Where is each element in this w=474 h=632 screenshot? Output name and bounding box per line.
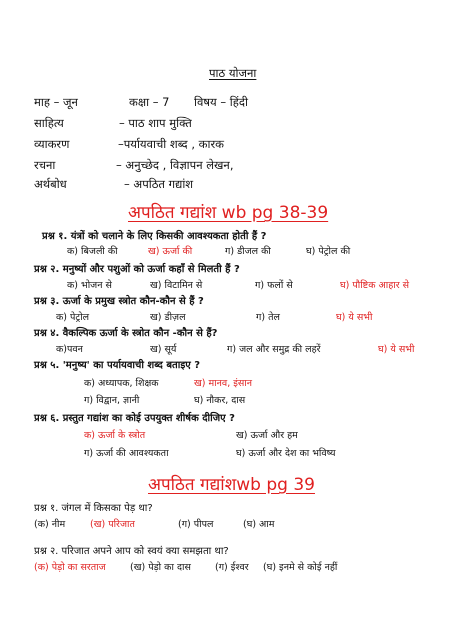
section2-heading: अपठित गद्यांशwb pg 39 — [148, 475, 315, 495]
rachna-label: रचना — [34, 158, 56, 172]
s1-q3-option-d: घ) ये सभी — [336, 312, 373, 323]
s1-question-2: प्रश्न २. मनुष्यों और पशुओं को ऊर्जा कहाँ से मिलती हैं ? — [34, 264, 240, 275]
sahitya-label: साहित्य — [34, 116, 64, 130]
sahitya-value: – पाठ शाप मुक्ति — [119, 116, 192, 130]
s1-q4-option-d: घ) ये सभी — [378, 344, 415, 355]
s1-q4-option-a: क)पवन — [56, 344, 83, 355]
s2-q2-option-b: (ख) पेड़ो का दास — [130, 562, 191, 573]
s1-q5-option-c: ग) विद्वान, ज्ञानी — [84, 395, 140, 406]
s1-question-5: प्रश्न ५. 'मनुष्य' का पर्यायवाची शब्द बताइए ? — [34, 360, 201, 371]
arthbodh-value: – अपठित गद्यांश — [124, 177, 194, 191]
s1-q1-option-d: घ) पेट्रोल की — [306, 246, 351, 257]
s1-q3-option-b: ख) डीज़ल — [150, 312, 186, 323]
s1-q3-option-c: ग) तेल — [256, 312, 280, 323]
s1-q6-option-a: क) ऊर्जा के स्त्रोत — [84, 430, 146, 441]
subject-label: विषय – हिंदी — [194, 95, 248, 109]
s1-question-4: प्रश्न ४. वैकल्पिक ऊर्जा के स्त्रोत कौन -कौन से हैं? — [34, 328, 218, 339]
s1-q5-option-a: क) अध्यापक, शिक्षक — [84, 378, 159, 389]
arthbodh-label: अर्थबोध — [34, 177, 67, 191]
s1-q2-option-b: ख) विटामिन से — [150, 280, 203, 291]
s1-q6-option-b: ख) ऊर्जा और हम — [236, 430, 298, 441]
s2-q2-option-d: (घ) इनमे से कोई नहीं — [263, 562, 338, 573]
rachna-value: – अनुच्छेद , विज्ञापन लेखन, — [116, 158, 234, 172]
s2-q1-option-c: (ग) पीपल — [178, 519, 214, 530]
s1-q2-option-c: ग) फलों से — [255, 280, 293, 291]
s1-q2-option-a: क) भोजन से — [67, 280, 112, 291]
class-label: कक्षा – 7 — [129, 95, 170, 109]
s1-q2-option-d: घ) पौष्टिक आहार से — [340, 280, 410, 291]
s1-question-6: प्रश्न ६. प्रस्तुत गद्यांश का कोई उपयुक्त शीर्षक दीजिए ? — [34, 413, 235, 424]
s2-q1-option-b: (ख) परिजात — [90, 519, 135, 530]
s2-q1-option-a: (क) नीम — [34, 519, 66, 530]
s1-q5-option-d: घ) नौकर, दास — [194, 395, 246, 406]
s1-q1-option-b: ख) ऊर्जा की — [148, 246, 193, 257]
s2-question-2: प्रश्न २. परिजात अपने आप को स्वयं क्या समझता था? — [34, 546, 229, 557]
page-title: पाठ योजना — [209, 66, 257, 80]
s1-q4-option-b: ख) सूर्य — [150, 344, 177, 355]
section1-heading: अपठित गद्यांश wb pg 38-39 — [128, 203, 329, 223]
month-label: माह – जून — [34, 95, 78, 109]
s2-question-1: प्रश्न १. जंगल में किसका पेड़ था? — [34, 503, 153, 514]
s1-question-3: प्रश्न ३. ऊर्जा के प्रमुख स्त्रोत कौन-कौन से हैं ? — [34, 296, 204, 307]
s1-q1-option-a: क) बिजली की — [67, 246, 118, 257]
vyakaran-value: –पर्यायवाची शब्द , कारक — [118, 137, 224, 151]
s2-q2-option-a: (क) पेड़ो का सरताज — [34, 562, 106, 573]
s1-q5-option-b: ख) मानव, इंसान — [194, 378, 253, 389]
s1-q1-option-c: ग) डीजल की — [225, 246, 271, 257]
s1-q4-option-c: ग) जल और समुद्र की लहरें — [227, 344, 321, 355]
s1-question-1: प्रश्न १. यंत्रों को चलाने के लिए किसकी आवश्यकता होती हैं ? — [42, 231, 267, 242]
s2-q2-option-c: (ग) ईश्वर — [215, 562, 249, 573]
vyakaran-label: व्याकरण — [34, 137, 70, 151]
s1-q3-option-a: क) पेट्रोल — [56, 312, 90, 323]
s1-q6-option-d: घ) ऊर्जा और देश का भविष्य — [236, 448, 336, 459]
s2-q1-option-d: (घ) आम — [243, 519, 275, 530]
s1-q6-option-c: ग) ऊर्जा की आवश्यकता — [84, 448, 169, 459]
